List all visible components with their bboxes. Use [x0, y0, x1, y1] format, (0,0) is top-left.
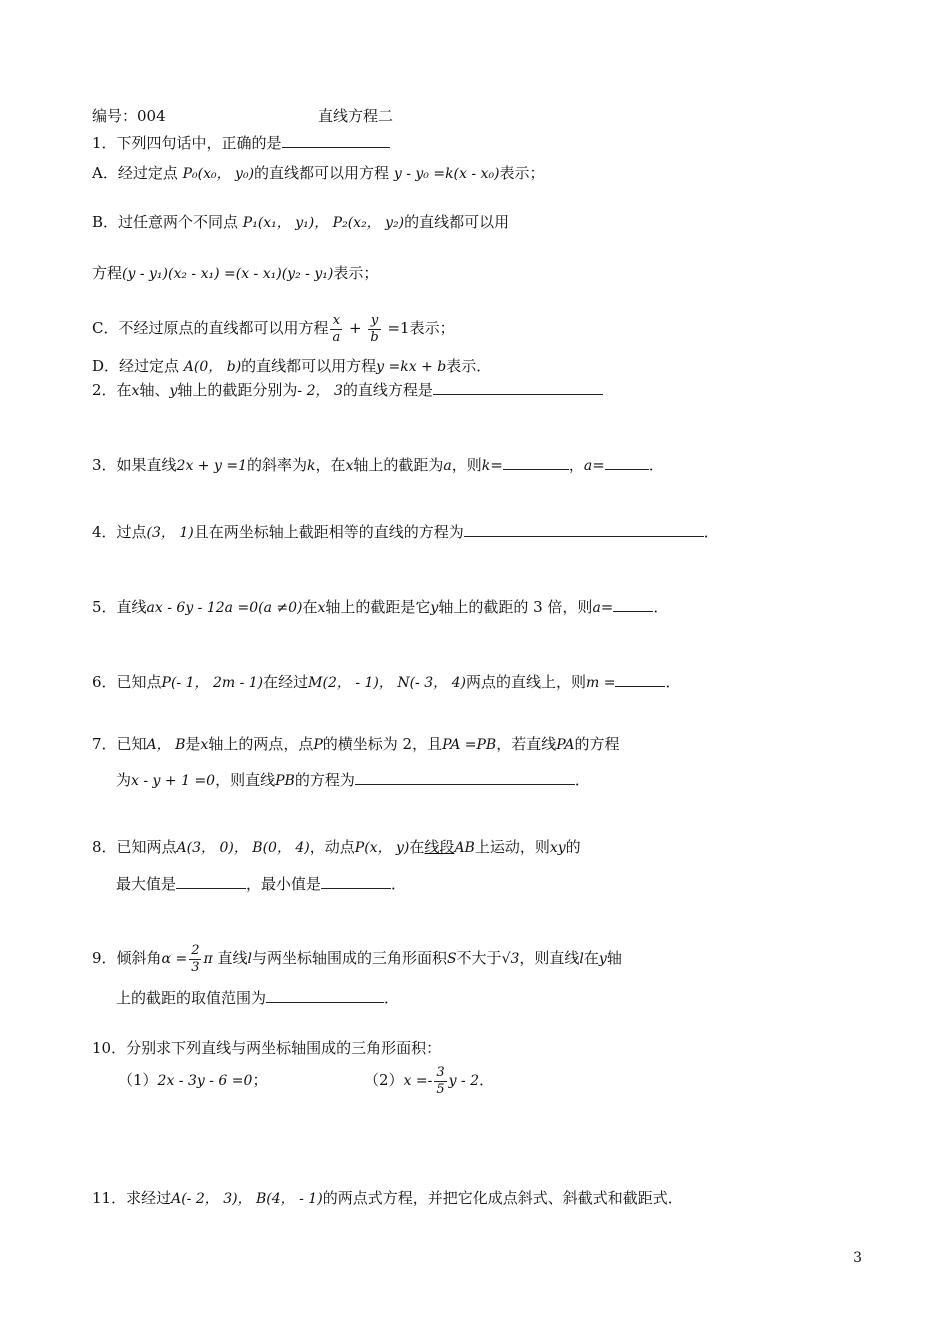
answer-blank	[321, 874, 391, 889]
fraction: $\frac{3}{5}$	[436, 1064, 445, 1097]
question-9-cont: 上的截距的取值范围为 ．	[116, 989, 400, 1007]
answer-blank	[282, 133, 390, 148]
answer-blank	[605, 455, 649, 470]
question-6: 6．已知点P(- 1， 2m - 1)在经过M(2， - 1)， N(- 3， 4)两点的直线上，则m = ．	[92, 673, 681, 691]
option-c: C．不经过原点的直线都可以用方程 $\frac{x}{a}$ + $\frac{y}{b}$ =1表示；	[92, 312, 455, 345]
question-9: 9．倾斜角α = $\frac{2}{3}$ π 直线l与两坐标轴围成的三角形面积S不大于√3，则直线l在y轴	[92, 942, 622, 975]
answer-blank	[433, 380, 603, 395]
answer-blank	[176, 874, 246, 889]
question-7-cont: 为x - y + 1 =0，则直线PB的方程为 ．	[116, 771, 590, 789]
question-1-stem: 1．下列四句话中，正确的是	[92, 133, 390, 153]
answer-blank	[613, 597, 653, 612]
doc-title: 直线方程二	[318, 107, 394, 125]
question-4: 4．过点(3， 1)且在两坐标轴上截距相等的直线的方程为 ．	[92, 523, 719, 541]
answer-blank	[464, 522, 704, 537]
option-b: B．过任意两个不同点 P₁(x₁， y₁)， P₂(x₂， y₂)的直线都可以用	[92, 213, 510, 231]
question-8: 8．已知两点A(3， 0)， B(0， 4)，动点P(x， y)在线段AB上运动，则xy的	[92, 838, 581, 856]
fraction: $\frac{x}{a}$	[332, 312, 341, 345]
question-11: 11．求经过A(- 2， 3)， B(4， - 1)的两点式方程，并把它化成点斜式、斜截式和截距式．	[92, 1189, 683, 1207]
answer-blank	[355, 770, 575, 785]
fraction: $\frac{2}{3}$	[191, 942, 200, 975]
answer-blank	[503, 455, 569, 470]
question-10-part-1: （1）2x - 3y - 6 =0；	[118, 1071, 268, 1089]
question-5: 5．直线ax - 6y - 12a =0(a ≠0)在x轴上的截距是它y轴上的截距的 3 倍，则a= ．	[92, 598, 669, 616]
question-8-cont: 最大值是 ，最小值是 ．	[116, 875, 407, 893]
answer-blank	[615, 672, 665, 687]
question-10-part-2: （2）x =- $\frac{3}{5}$ y - 2．	[364, 1064, 495, 1097]
question-10: 10．分别求下列直线与两坐标轴围成的三角形面积：	[92, 1039, 442, 1057]
answer-blank	[266, 988, 384, 1003]
question-3: 3．如果直线2x + y =1的斜率为k，在x轴上的截距为a，则k= ，a= ．	[92, 456, 664, 474]
option-b-equation: 方程(y - y₁)(x₂ - x₁) =(x - x₁)(y₂ - y₁)表示；	[92, 264, 379, 282]
option-a: A．经过定点 P₀(x₀， y₀)的直线都可以用方程 y - y₀ =k(x - x₀)表示；	[92, 164, 545, 182]
doc-number: 编号：004	[92, 107, 166, 125]
fraction: $\frac{y}{b}$	[370, 312, 379, 345]
option-d: D．经过定点 A(0， b)的直线都可以用方程y =kx + b表示．	[92, 357, 492, 375]
question-2: 2．在x轴、y轴上的截距分别为- 2， 3的直线方程是	[92, 380, 603, 401]
page-number: 3	[853, 1250, 862, 1266]
question-7: 7．已知A， B是x轴上的两点，点P的横坐标为 2，且PA =PB，若直线PA的方程	[92, 735, 620, 753]
